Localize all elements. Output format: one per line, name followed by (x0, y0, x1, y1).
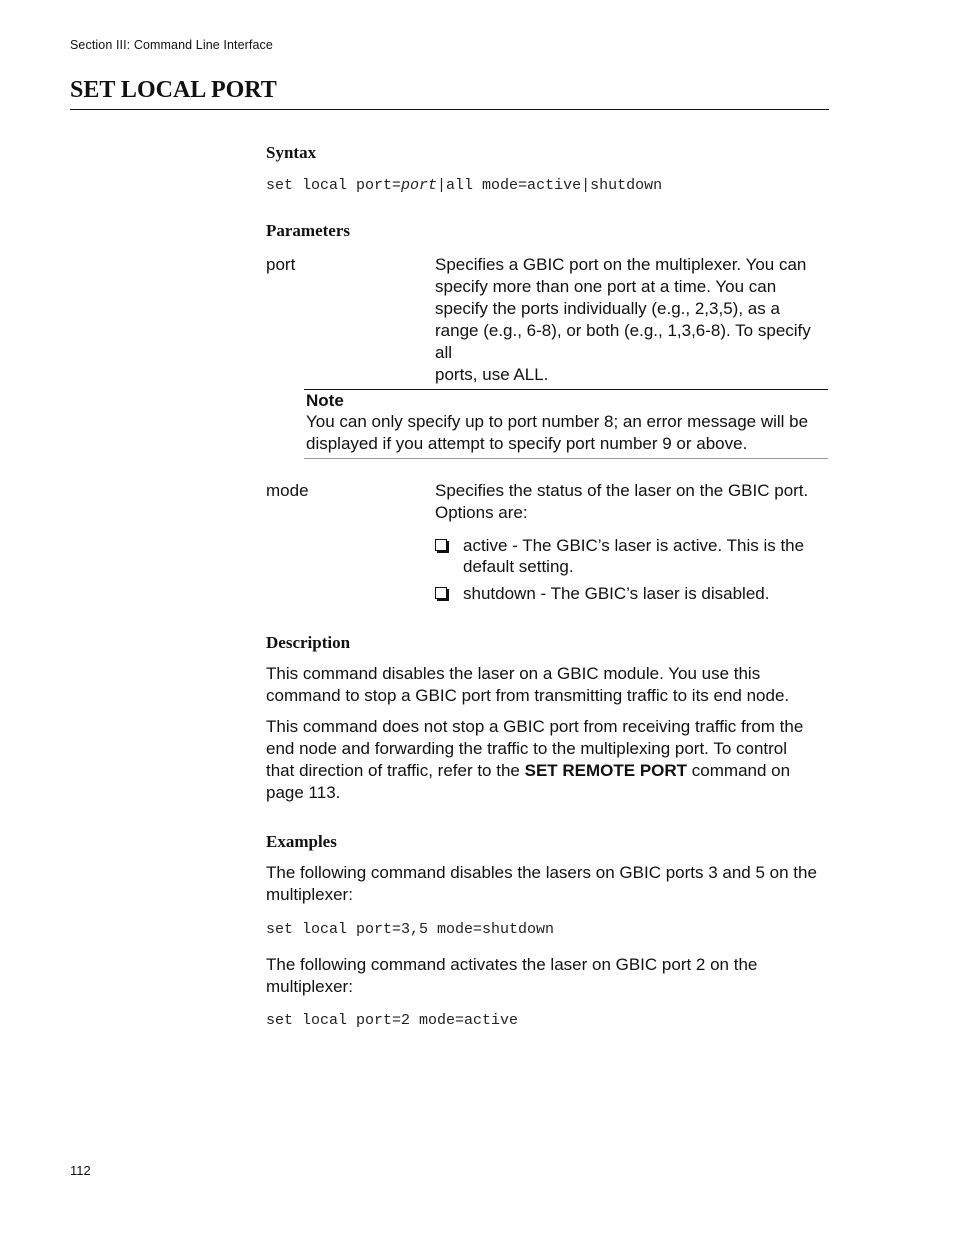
checkbox-icon (435, 539, 447, 551)
note-text (306, 411, 828, 455)
example-line: multiplexer: (266, 885, 353, 904)
description-text: that direction of traffic, refer to the (266, 761, 525, 780)
description-line (266, 760, 828, 782)
checkbox-icon (435, 587, 447, 599)
example-2-code: set local port=2 mode=active (266, 1012, 519, 1029)
description-text: command on (687, 761, 791, 780)
mode-option-line: default setting. (463, 557, 574, 576)
syntax-code-suffix: |all mode=active|shutdown (437, 177, 663, 194)
param-mode-desc-line: Options are: (435, 503, 528, 522)
description-line: This command disables the laser on a GBIC module. You use this (266, 664, 761, 683)
description-line: This command does not stop a GBIC port from receiving traffic from the (266, 717, 804, 736)
examples-heading: Examples (266, 832, 337, 851)
param-mode-desc-line: Specifies the status of the laser on the GBIC port. (435, 481, 809, 500)
description-paragraph-2 (266, 716, 828, 804)
param-port-desc-line: specify more than one port at a time. You can (435, 277, 777, 296)
param-mode-name: mode (266, 481, 309, 500)
example-2-text (266, 954, 828, 998)
example-1-text (266, 862, 828, 906)
title-rule (70, 109, 829, 110)
example-line: The following command disables the lasers on GBIC ports 3 and 5 on the (266, 863, 817, 882)
command-reference: SET REMOTE PORT (524, 761, 688, 780)
note-title: Note (306, 391, 344, 410)
param-port-desc-line: ports, use ALL. (435, 365, 549, 384)
example-line: The following command activates the laser on GBIC port 2 on the (266, 955, 758, 974)
mode-option-line: active - The GBIC’s laser is active. This is the (463, 536, 805, 555)
page-title: SET LOCAL PORT (70, 77, 277, 103)
syntax-heading: Syntax (266, 143, 317, 162)
example-1-code: set local port=3,5 mode=shutdown (266, 921, 555, 938)
note-line: You can only specify up to port number 8; an error message will be (306, 412, 809, 431)
param-port-desc-line: range (e.g., 6-8), or both (e.g., 1,3,6-8). To specify all (435, 321, 811, 362)
param-port-desc-line: specify the ports individually (e.g., 2,3,5), as a (435, 299, 780, 318)
description-line: end node and forwarding the traffic to the multiplexing port. To control (266, 739, 788, 758)
example-line: multiplexer: (266, 977, 353, 996)
running-header: Section III: Command Line Interface (70, 38, 273, 52)
mode-option-line: shutdown - The GBIC’s laser is disabled. (463, 584, 770, 603)
description-line: page 113. (266, 783, 341, 802)
syntax-code-prefix: set local port= (266, 177, 402, 194)
parameters-heading: Parameters (266, 221, 351, 240)
mode-option-text (463, 535, 830, 577)
param-mode-desc (435, 480, 830, 524)
syntax-code-italic: port (401, 177, 438, 194)
note-line: displayed if you attempt to specify port number 9 or above. (306, 434, 748, 453)
param-port-desc-line: Specifies a GBIC port on the multiplexer. You can (435, 255, 807, 274)
note-box (304, 389, 828, 459)
description-paragraph-1 (266, 663, 828, 707)
description-heading: Description (266, 633, 351, 652)
description-line: command to stop a GBIC port from transmitting traffic to its end node. (266, 686, 790, 705)
syntax-code (266, 177, 662, 194)
page-number: 112 (70, 1163, 91, 1178)
param-port-name: port (266, 255, 296, 274)
param-port-desc (435, 254, 830, 386)
mode-option-text (463, 583, 830, 604)
